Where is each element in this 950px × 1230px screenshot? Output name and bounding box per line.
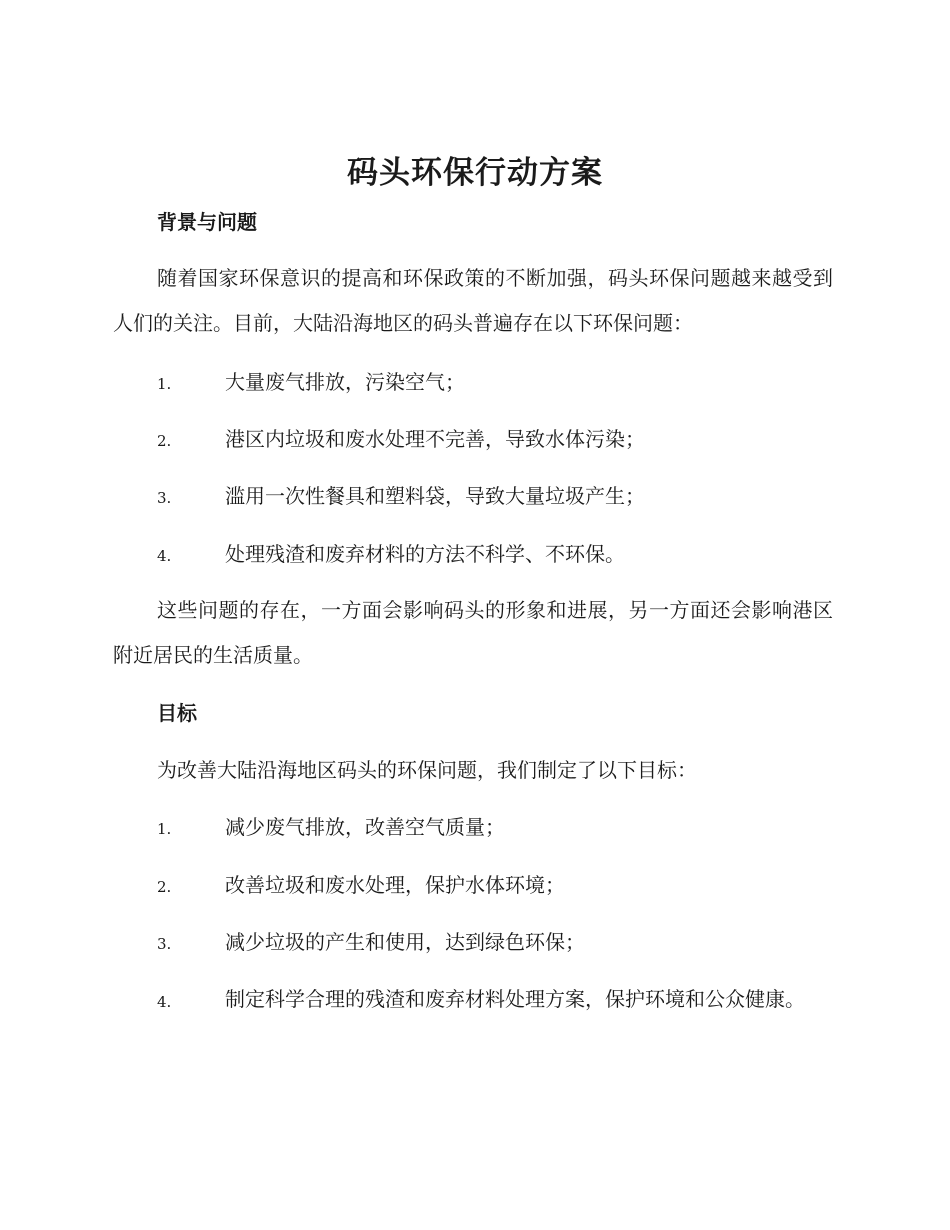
list-number: 3. [157, 489, 172, 507]
list-text: 减少废气排放，改善空气质量； [225, 815, 505, 839]
goals-intro-paragraph: 为改善大陆沿海地区码头的环保问题，我们制定了以下目标： [157, 758, 697, 782]
section-heading-goals: 目标 [157, 701, 197, 725]
list-number: 2. [157, 432, 172, 450]
background-outro-paragraph: 这些问题的存在，一方面会影响码头的形象和进展，另一方面还会影响港区附近居民的生活质量。 [113, 598, 833, 667]
list-text: 改善垃圾和废水处理，保护水体环境； [225, 873, 565, 897]
list-number: 1. [157, 375, 172, 393]
list-item [157, 870, 833, 900]
list-item [157, 539, 833, 569]
list-text: 滥用一次性餐具和塑料袋，导致大量垃圾产生； [225, 484, 645, 508]
list-number: 1. [157, 820, 172, 838]
list-text: 港区内垃圾和废水处理不完善，导致水体污染； [225, 427, 645, 451]
list-number: 2. [157, 878, 172, 896]
list-item [157, 367, 833, 397]
list-text: 减少垃圾的产生和使用，达到绿色环保； [225, 930, 585, 954]
list-item [157, 812, 833, 842]
list-text: 制定科学合理的残渣和废弃材料处理方案，保护环境和公众健康。 [225, 987, 805, 1011]
list-item [157, 927, 833, 957]
list-number: 4. [157, 547, 172, 565]
document-title: 码头环保行动方案 [347, 155, 603, 191]
list-text: 大量废气排放，污染空气； [225, 370, 465, 394]
list-item [157, 481, 833, 511]
section-heading-background: 背景与问题 [157, 210, 257, 234]
list-text: 处理残渣和废弃材料的方法不科学、不环保。 [225, 542, 625, 566]
list-number: 4. [157, 993, 172, 1011]
list-number: 3. [157, 935, 172, 953]
list-item [157, 424, 833, 454]
list-item [113, 977, 833, 1022]
background-intro-paragraph: 随着国家环保意识的提高和环保政策的不断加强，码头环保问题越来越受到人们的关注。目前，大陆沿海地区的码头普遍存在以下环保问题： [113, 266, 833, 335]
